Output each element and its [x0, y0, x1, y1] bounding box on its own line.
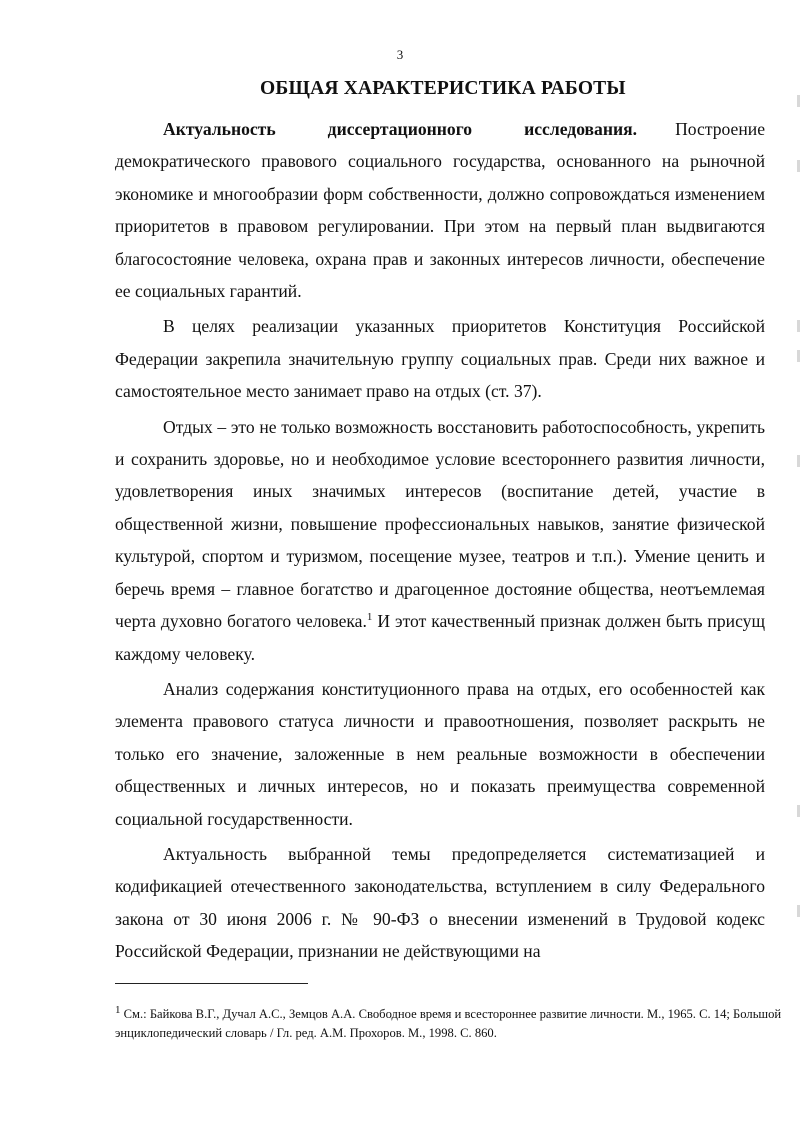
paragraph-rest-definition [115, 411, 765, 670]
paragraph-text: Построение демократического правового социального государства, основанного на рыночной экономике и многообразии форм собственности, должно сопровождаться изменением приоритетов в правовом регулировании. При этом на первый план выдвигаются благосостояние человека, охрана прав и законных интересов личности, обеспечение ее социальных гарантий. [115, 119, 765, 302]
paragraph-text: И этот качественный признак должен быть присущ каждому человеку. [115, 611, 765, 664]
document-body [115, 113, 765, 968]
scan-edge-marks [796, 0, 800, 1133]
paragraph-relevance [115, 113, 765, 307]
paragraph-constitution: В целях реализации указанных приоритетов Конституция Российской Федерации закрепила значительную группу социальных прав. Среди них важное и самостоятельное место занимает право на отдых (ст. 37). [115, 316, 765, 402]
footnote-divider [115, 983, 308, 984]
footnote-mark: 1 [115, 1003, 121, 1016]
paragraph-lead-heading: Актуальность диссертационного исследования. [163, 119, 638, 139]
paragraph-topic-relevance: Актуальность выбранной темы предопределяется систематизацией и кодификацией отечественного законодательства, вступлением в силу Федерального закона от 30 июня 2006 г. № 90-ФЗ о внесении изменений в Трудовой кодекс Российской Федерации, признании не действующими на [115, 843, 765, 962]
footnote-reference[interactable]: 1 [366, 611, 373, 624]
footnote-text: См.: Байкова В.Г., Дучал А.С., Земцов А.А. Свободное время и всестороннее развитие личности. М., 1965. С. 14; Большой энциклопедический словарь / Гл. ред. А.М. Прохоров. М., 1998. С. 860. [115, 1007, 782, 1040]
page-title: ОБЩАЯ ХАРАКТЕРИСТИКА РАБОТЫ [260, 78, 626, 99]
paragraph-text: Отдых – это не только возможность восстановить работоспособность, укрепить и сохранить здоровье, но и необходимое условие всестороннего развития личности, удовлетворения иных значимых интересов (воспитание детей, участие в общественной жизни, повышение профессиональных навыков, занятие физической культурой, спортом и туризмом, посещение музее, театров и т.п.). Умение ценить и беречь время – главное богатство и драгоценное достояние общества, неотъемлемая черта духовно богатого человека. [115, 416, 765, 632]
page-number: 3 [396, 47, 404, 62]
footnote [115, 1005, 797, 1043]
paragraph-analysis: Анализ содержания конституционного права на отдых, его особенностей как элемента правового статуса личности и правоотношения, позволяет раскрыть не только его значение, заложенные в нем реальные возможности в обеспечении общественных и личных интересов, но и показать преимущества современной социальной государственности. [115, 678, 765, 829]
